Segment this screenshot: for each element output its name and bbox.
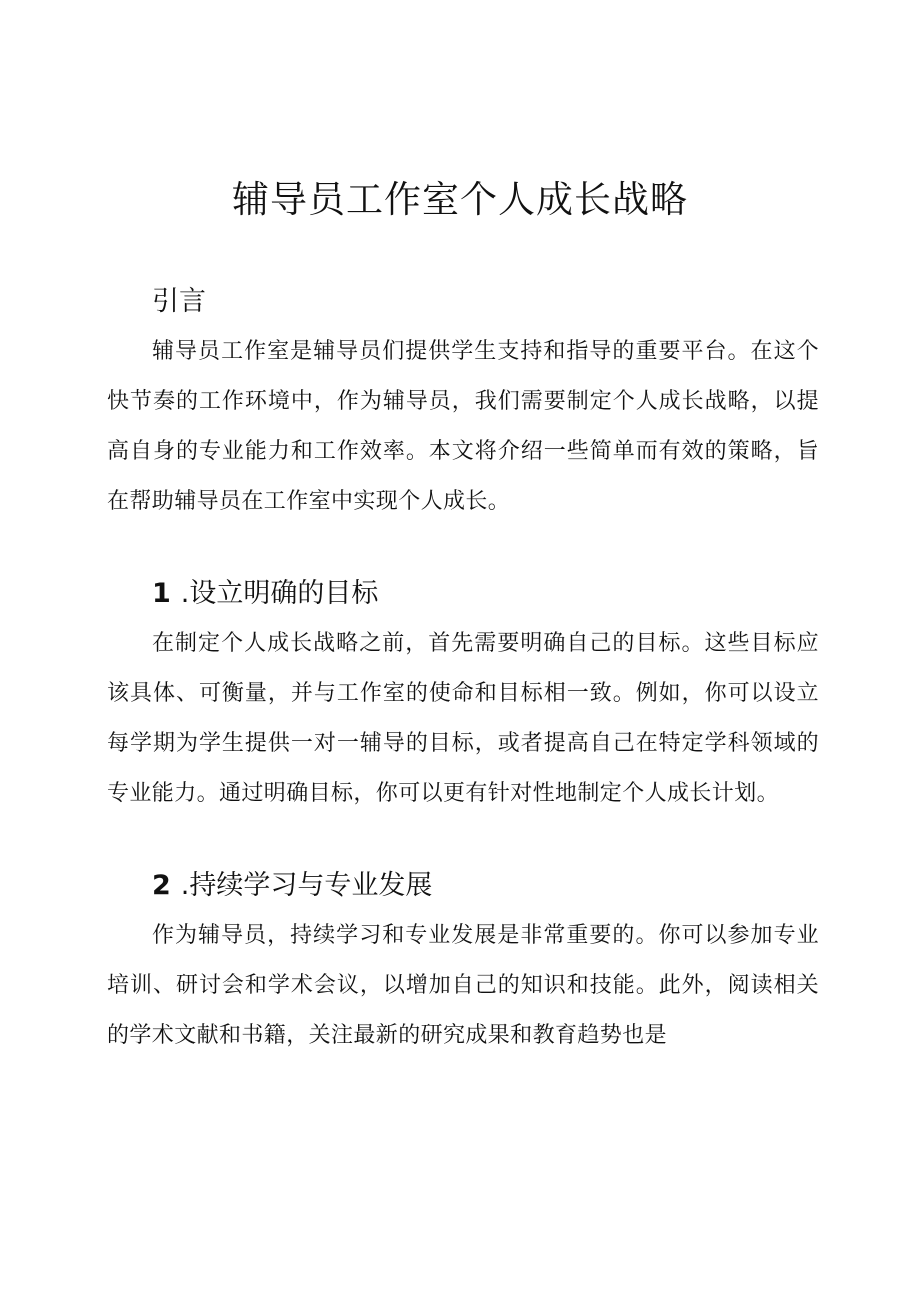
section-number: 2 xyxy=(152,870,171,901)
section-heading-goals xyxy=(152,574,378,614)
section-heading-intro xyxy=(152,282,206,322)
section-heading-text: .设立明确的目标 xyxy=(180,578,379,609)
document-title: 辅导员工作室个人成长战略 xyxy=(232,178,688,221)
section-body-learning: 作为辅导员，持续学习和专业发展是非常重要的。你可以参加专业培训、研讨会和学术会议，以增加自己的知识和技能。此外，阅读相关的学术文献和书籍，关注最新的研究成果和教育趋势也是 xyxy=(107,923,819,1048)
section-number: 1 xyxy=(152,578,171,609)
section-heading-text: 引言 xyxy=(152,286,206,317)
section-heading-text: .持续学习与专业发展 xyxy=(180,870,433,901)
section-body-goals: 在制定个人成长战略之前，首先需要明确自己的目标。这些目标应该具体、可衡量，并与工作室的使命和目标相一致。例如，你可以设立每学期为学生提供一对一辅导的目标，或者提高自己在特定学科领域的专业能力。通过明确目标，你可以更有针对性地制定个人成长计划。 xyxy=(107,631,819,806)
section-body-intro: 辅导员工作室是辅导员们提供学生支持和指导的重要平台。在这个快节奏的工作环境中，作为辅导员，我们需要制定个人成长战略，以提高自身的专业能力和工作效率。本文将介绍一些简单而有效的策略，旨在帮助辅导员在工作室中实现个人成长。 xyxy=(107,339,819,514)
section-heading-learning xyxy=(152,866,432,906)
